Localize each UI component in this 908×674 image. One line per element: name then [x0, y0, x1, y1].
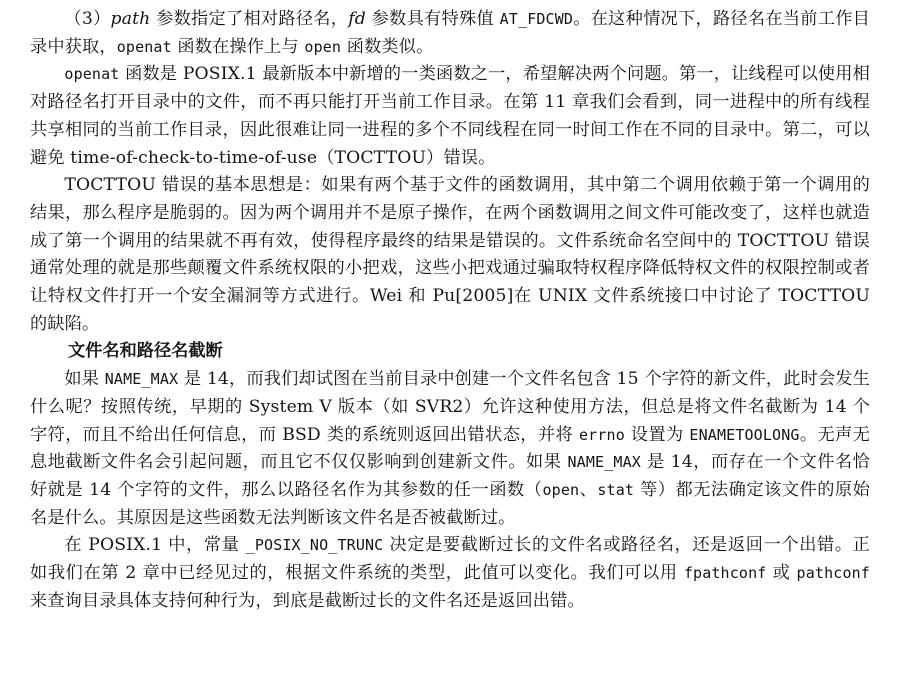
text-run: 决定是要截断过长的文件名或路径名，还是返回一个出错。正如我们在第 2 章中已经见过的，根据文件系统的类型，此值可以变化。我们可以用 — [30, 535, 871, 584]
code-term-posix-no-trunc: _POSIX_NO_TRUNC — [245, 536, 384, 555]
code-term-pathconf: pathconf — [796, 564, 870, 583]
paragraph-posix-no-trunc — [30, 532, 870, 615]
italic-term-path: path — [110, 9, 151, 29]
text-run: 、 — [579, 479, 598, 500]
code-term-name-max: NAME_MAX — [567, 453, 641, 472]
text-run: 函数在操作上与 — [171, 36, 305, 57]
code-term-openat: openat — [116, 37, 172, 56]
text-run: 在 POSIX.1 中，常量 — [64, 535, 246, 556]
text-run: 如果 — [64, 369, 105, 390]
code-term-open: open — [542, 480, 580, 499]
text-run: 或 — [766, 563, 797, 584]
code-term-at-fdcwd: AT_FDCWD — [499, 10, 574, 28]
code-term-stat: stat — [597, 480, 635, 499]
text-run: 参数具有特殊值 — [365, 9, 500, 29]
text-run: 设置为 — [624, 424, 690, 445]
text-run: 等）都无法确定该文件的原始名是什么。其原因是这些函数无法判断该文件名是否被截断过。 — [30, 479, 871, 528]
text-run: 函数是 POSIX.1 最新版本中新增的一类函数之一，希望解决两个问题。第一，让线程可以使用相对路径名打开目录中的文件，而不再只能打开当前工作目录。在第 11 章我们会看到，同一进程中的所有线程共享相同的当前工作目录，因此很难让同一进程的多个不同线程在同一时间工作在不同的目录中。第二，可以避免 time-of-check-to-time-of-use（TOCTTOU）错误。 — [30, 64, 870, 168]
text-run: 。无声无息地截断文件名会引起问题，而且它不仅仅影响到创建新文件。如果 — [30, 424, 870, 473]
text-run: 是 14，而存在一个文件名恰好就是 14 个字符的文件，那么以路径名作为其参数的任一函数（ — [30, 452, 870, 500]
paragraph-name-max — [30, 366, 870, 532]
paragraph-openat-purpose — [30, 61, 870, 172]
text-run: 是 14，而我们却试图在当前目录中创建一个文件名包含 15 个字符的新文件，此时会发生什么呢？按照传统，早期的 System V 版本（如 SVR2）允许这种使用方法，但总是将文件名截断为 14 个字符，而且不给出任何信息，而 BSD 类的系统则返回出错状态，并将 — [30, 369, 870, 445]
paragraph-tocttou: TOCTTOU 错误的基本思想是：如果有两个基于文件的函数调用，其中第二个调用依赖于第一个调用的结果，那么程序是脆弱的。因为两个调用并不是原子操作，在两个函数调用之间文件可能改变了，这样也就造成了第一个调用的结果就不再有效，使得程序最终的结果是错误的。文件系统命名空间中的 TOCTTOU 错误通常处理的就是那些颠覆文件系统权限的小把戏，这些小把戏通过骗取特权程序降低特权文件的权限控制或者让特权文件打开一个安全漏洞等方式进行。Wei 和 Pu[2005]在 UNIX 文件系统接口中讨论了 TOCTTOU 的缺陷。 — [30, 175, 870, 334]
code-term-enametoolong: ENAMETOOLONG — [689, 425, 800, 444]
code-term-openat: openat — [64, 65, 120, 84]
text-run: 函数类似。 — [341, 36, 434, 57]
paragraph-openat-path — [30, 6, 870, 61]
text-run: 参数指定了相对路径名， — [150, 9, 349, 29]
code-term-open: open — [304, 37, 342, 56]
italic-term-fd: fd — [348, 9, 366, 29]
text-run: （3） — [64, 9, 111, 29]
text-run: 来查询目录具体支持何种行为，到底是截断过长的文件名还是返回出错。 — [30, 590, 585, 611]
code-term-name-max: NAME_MAX — [104, 370, 179, 389]
text-run: 。在这种情况下，路径名在当前工作目录中获取， — [30, 9, 871, 57]
code-term-fpathconf: fpathconf — [683, 564, 767, 583]
section-heading: 文件名和路径名截断 — [68, 341, 223, 362]
code-term-errno: errno — [578, 425, 625, 444]
